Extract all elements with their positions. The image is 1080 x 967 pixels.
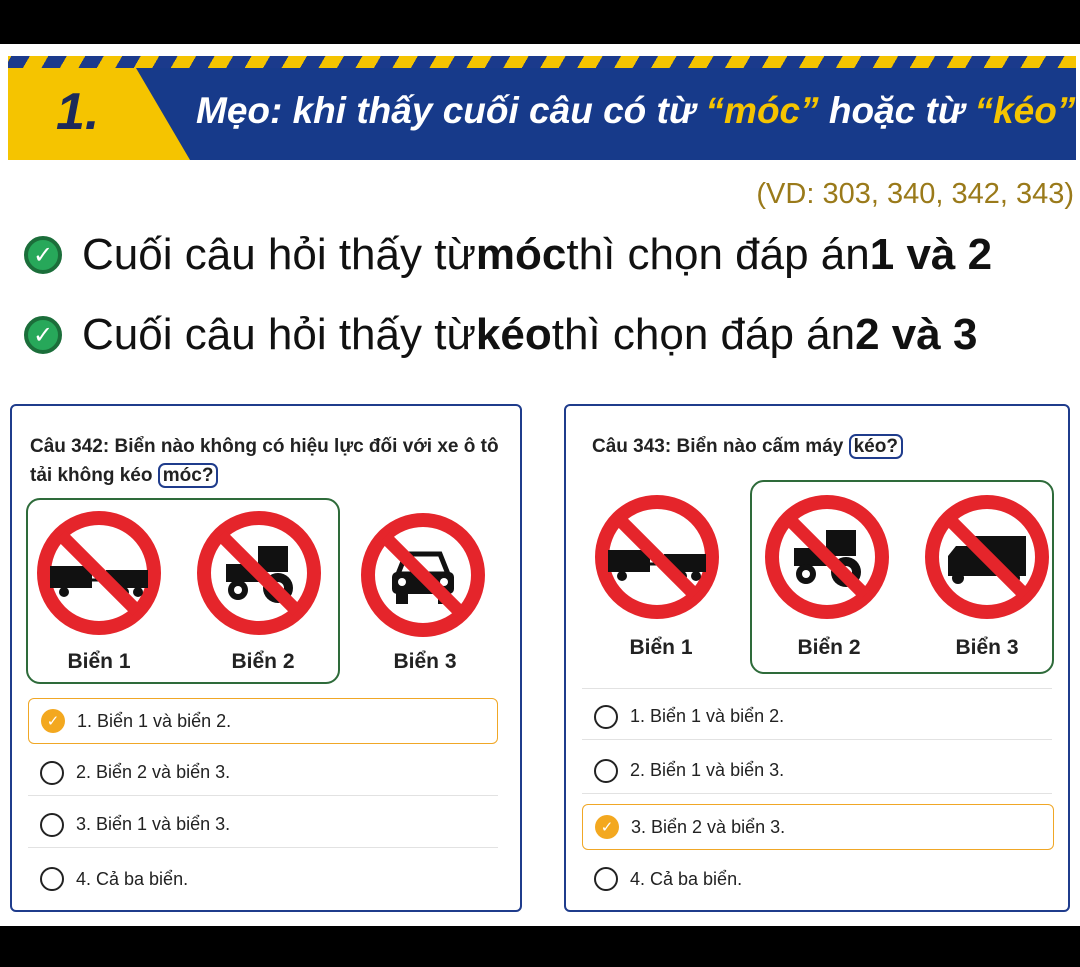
tip-number: 1. [56, 83, 100, 141]
tip-line-moc: ✓ Cuối câu hỏi thấy từ móc thì chọn đáp án 1 và 2 [24, 230, 992, 280]
answer-option-2[interactable]: 2. Biển 1 và biển 3. [582, 748, 1052, 794]
banner-number-block [8, 68, 198, 160]
keyword-box: kéo? [849, 434, 903, 459]
tip-line-keo: ✓ Cuối câu hỏi thấy từ kéo thì chọn đáp án 2 và 3 [24, 310, 977, 360]
answer-option-3[interactable]: 3. Biển 1 và biển 3. [28, 802, 498, 848]
checked-radio-icon: ✓ [595, 815, 619, 839]
tip-title: Mẹo: khi thấy cuối câu có từ “móc” hoặc từ “kéo” [196, 90, 1076, 131]
answer-option-1[interactable]: 1. Biển 1 và biển 2. [582, 694, 1052, 740]
no-truck-sign-icon [922, 492, 1052, 622]
question-card-342 [10, 404, 522, 912]
no-tractor-sign-icon [762, 492, 892, 622]
sign-label: Biển 3 [955, 636, 1019, 659]
radio-icon [40, 867, 64, 891]
sign-label: Biển 2 [797, 636, 861, 659]
sign-label: Biển 3 [393, 650, 457, 673]
hazard-stripe [8, 56, 1076, 68]
sign-label: Biển 1 [629, 636, 693, 659]
answer-option-4[interactable]: 4. Cả ba biển. [28, 856, 498, 902]
example-questions: (VD: 303, 340, 342, 343) [756, 178, 1074, 210]
sign-label: Biển 2 [231, 650, 295, 673]
answer-option-4[interactable]: 4. Cả ba biển. [582, 856, 1052, 902]
answer-option-3[interactable]: ✓ 3. Biển 2 và biển 3. [582, 804, 1054, 850]
radio-icon [594, 759, 618, 783]
question-text: Câu 343: Biển nào cấm máy kéo? [592, 432, 1062, 461]
page [0, 44, 1080, 926]
no-tractor-sign-icon [194, 508, 324, 638]
answer-option-2[interactable]: 2. Biển 2 và biển 3. [28, 750, 498, 796]
no-trailer-sign-icon [34, 508, 164, 638]
sign-label: Biển 1 [67, 650, 131, 673]
check-circle-icon: ✓ [24, 316, 62, 354]
no-car-sign-icon [358, 510, 488, 640]
keyword-box: móc? [158, 463, 219, 488]
question-card-343 [564, 404, 1070, 912]
radio-icon [594, 705, 618, 729]
answer-option-1[interactable]: ✓ 1. Biển 1 và biển 2. [28, 698, 498, 744]
no-trailer-sign-icon [592, 492, 722, 622]
radio-icon [40, 761, 64, 785]
check-circle-icon: ✓ [24, 236, 62, 274]
radio-icon [40, 813, 64, 837]
checked-radio-icon: ✓ [41, 709, 65, 733]
question-text: Câu 342: Biển nào không có hiệu lực đối với xe ô tô tải không kéo móc? [30, 436, 499, 486]
divider [582, 688, 1052, 689]
header-banner [8, 68, 1076, 160]
radio-icon [594, 867, 618, 891]
